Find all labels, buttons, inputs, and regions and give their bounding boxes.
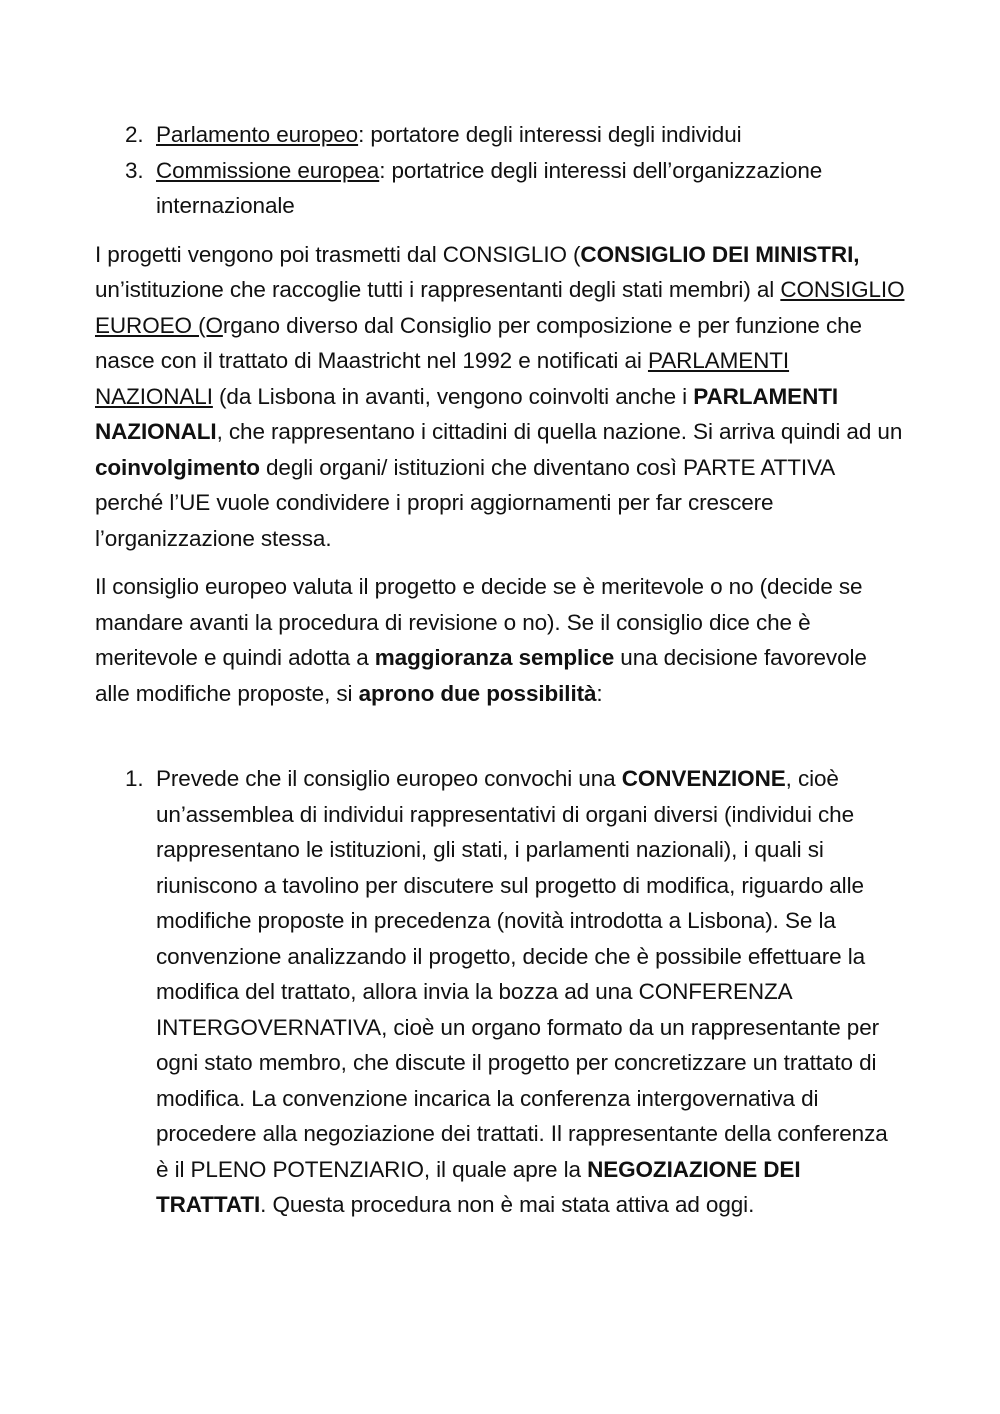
underlined-text: PARLAMENTI NAZIONALI [95,348,790,409]
text-run: Il consiglio europeo valuta il progetto e decide se è meritevole o no (decide se mandare avanti la procedura di revisione o no). Se il consiglio dice che è meritevole e quindi adotta a [95,574,863,670]
list-text: : portatore degli interessi degli individui [358,122,742,147]
text-run: un’istituzione che raccoglie tutti i rappresentanti degli stati membri) al [95,277,781,302]
text-run: Prevede che il consiglio europeo convochi una [156,766,622,791]
list-text: : portatrice degli interessi dell’organizzazione internazionale [156,157,823,218]
text-run: , che rappresentano i cittadini di quella nazione. Si arriva quindi ad un [216,419,903,444]
text-run: rgano diverso dal Consiglio per composizione e per funzione che nasce con il trattato di Maastricht nel 1992 e notificati ai [95,312,862,373]
document-page [95,117,905,1223]
text-run: , cioè un’assemblea di individui rappresentativi di organi diversi (individui che rappresentano le istituzioni, gli stati, i parlamenti nazionali), i quali si riuniscono a tavolino per discutere sul progetto di modifica, riguardo alle modifiche proposte in precedenza (novità introdotta a Lisbona). Se la convenzione analizzando il progetto, decide che è possibile effettuare la modifica del trattato, allora invia la bozza ad una CONFERENZA INTERGOVERNATIVA, cioè un organo formato da un rappresentante per ogni stato membro, che discute il progetto per concretizzare un trattato di modifica. La convenzione incarica la conferenza intergovernativa di procedere alla negoziazione dei trattati. Il rappresentante della conferenza è il PLENO POTENZIARIO, il quale apre la [156,766,888,1182]
list-item-convenzione [95,761,905,1223]
list-item-commissione [95,153,905,224]
bold-text: CONVENZIONE [621,766,786,791]
list-term: Parlamento europeo [156,122,359,147]
text-run: I progetti vengono poi trasmetti dal CONSIGLIO ( [95,241,581,267]
bold-text: NEGOZIAZIONE DEI TRATTATI [156,1156,801,1217]
text-run: . Questa procedura non è mai stata attiva ad oggi. [260,1192,755,1217]
bold-text: maggioranza semplice [374,645,615,670]
list-term: Commissione europea [156,157,380,183]
underlined-text: CONSIGLIO EUROEO (O [95,277,905,338]
bold-text: aprono due possibilità [358,680,597,706]
bold-text: coinvolgimento [95,454,260,480]
paragraph-valutazione [95,569,905,711]
list-item-parlamento [95,117,905,153]
text-run: : [596,680,603,706]
text-run: degli organi/ istituzioni che diventano così PARTE ATTIVA perché l’UE vuole condividere i propri aggiornamenti per far crescere l’organizzazione stessa. [95,454,834,551]
list-number: 2. [125,122,144,147]
text-run: una decisione favorevole alle modifiche proposte, si [95,645,867,706]
list-number: 1. [125,766,144,791]
bold-text: CONSIGLIO DEI MINISTRI, [580,241,860,267]
list-number: 3. [125,157,144,183]
text-run: (da Lisbona in avanti, vengono coinvolti anche i [212,383,694,409]
bold-text: PARLAMENTI NAZIONALI [95,383,839,444]
paragraph-trasmissione [95,237,905,557]
